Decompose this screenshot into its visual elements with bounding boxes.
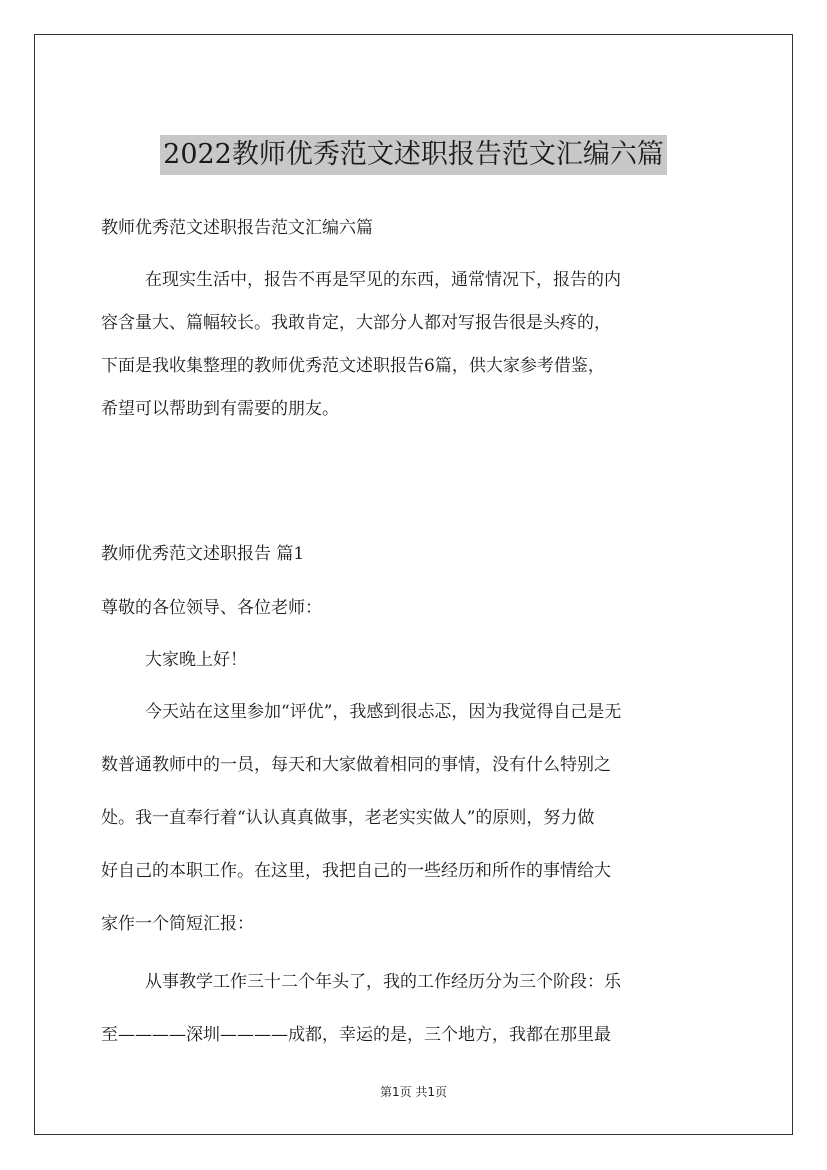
paragraph-2	[101, 967, 726, 1073]
paragraph-line: 从事教学工作三十二个年头了，我的工作经历分为三个阶段：乐	[145, 972, 621, 992]
greeting: 大家晚上好！	[145, 650, 247, 670]
paragraph-line: 至————深圳————成都，幸运的是，三个地方，我都在那里最	[101, 1025, 611, 1045]
intro-paragraph	[101, 265, 726, 437]
document-title: 2022教师优秀范文述职报告范文汇编六篇	[160, 135, 667, 175]
page-footer: 第1页 共1页	[379, 1085, 448, 1099]
intro-line: 容含量大、篇幅较长。我敢肯定，大部分人都对写报告很是头疼的，	[101, 313, 611, 333]
intro-line: 希望可以帮助到有需要的朋友。	[101, 399, 339, 419]
subtitle: 教师优秀范文述职报告范文汇编六篇	[101, 218, 373, 238]
paragraph-line: 好自己的本职工作。在这里，我把自己的一些经历和所作的事情给大	[101, 861, 611, 881]
intro-line: 下面是我收集整理的教师优秀范文述职报告6篇，供大家参考借鉴，	[101, 356, 605, 376]
paragraph-line: 处。我一直奉行着“认认真真做事，老老实实做人”的原则，努力做	[101, 808, 595, 828]
paragraph-line: 家作一个简短汇报：	[101, 914, 254, 934]
paragraph-1	[101, 697, 726, 962]
intro-line: 在现实生活中，报告不再是罕见的东西，通常情况下，报告的内	[145, 270, 621, 290]
document-title-block	[35, 135, 792, 175]
paragraph-line: 数普通教师中的一员，每天和大家做着相同的事情，没有什么特别之	[101, 755, 611, 775]
document-page	[34, 34, 793, 1135]
section-heading: 教师优秀范文述职报告 篇1	[101, 544, 305, 564]
salutation: 尊敬的各位领导、各位老师：	[101, 598, 322, 618]
paragraph-line: 今天站在这里参加“评优”，我感到很忐忑，因为我觉得自己是无	[145, 702, 622, 722]
